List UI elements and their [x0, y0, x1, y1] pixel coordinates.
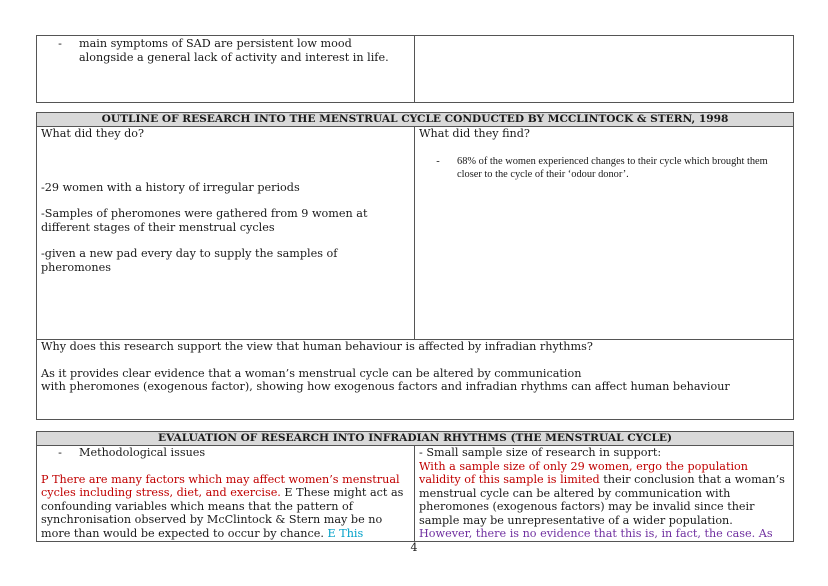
method-item-1: -29 women with a history of irregular periods	[41, 180, 300, 194]
bullet-dash: -	[58, 37, 62, 50]
what-did-they-do-question: What did they do?	[41, 127, 144, 140]
bullet-text	[79, 37, 389, 64]
method-item-2: -Samples of pheromones were gathered from 9 women at different stages of their menstrual cycles	[41, 207, 368, 234]
sample-explanation-text: their conclusion that a woman’s menstrual cycle can be altered by communication with pheromones (exogenous factors) may be invalid since their sample may be unrepresentative of a wider population.	[419, 473, 785, 527]
point-text: P There are many factors which may affect women’s menstrual cycles including stress, diet, and exercise.	[41, 472, 400, 499]
what-did-they-find-question: What did they find?	[419, 127, 530, 140]
finding-dash: -	[436, 155, 440, 167]
empty-cell	[415, 36, 794, 103]
sad-symptoms-table	[36, 35, 794, 103]
sad-symptoms-cell	[37, 36, 415, 103]
sample-point-text: With a sample size of only 29 women, ergo the population validity of this sample is limited	[419, 459, 748, 486]
research-header: OUTLINE OF RESEARCH INTO THE MENSTRUAL CYCLE CONDUCTED BY MCCLINTOCK & STERN, 1998	[37, 113, 794, 127]
sample-size-title: - Small sample size of research in support:	[419, 446, 662, 459]
why-answer-line-1: As it provides clear evidence that a woman’s menstrual cycle can be altered by communication	[41, 366, 582, 380]
method-item-3: -given a new pad every day to supply the samples of pheromones	[41, 247, 338, 274]
evaluation-header: EVALUATION OF RESEARCH INTO INFRADIAN RHYTHMS (THE MENSTRUAL CYCLE)	[37, 432, 794, 446]
why-answer-line-2: with pheromones (exogenous factor), showing how exogenous factors and infradian rhythms can affect human behaviour	[41, 380, 730, 393]
methodological-dash: -	[58, 446, 62, 459]
finding-text: 68% of the women experienced changes to their cycle which brought them closer to the cycle of their ‘odour donor’.	[457, 155, 768, 180]
why-question: Why does this research support the view that human behaviour is affected by infradian rhythms?	[41, 340, 593, 353]
evaluation-text: E This	[327, 526, 364, 540]
evaluation-table	[36, 431, 794, 542]
sample-counterpoint-text: However, there is no evidence that this is, in fact, the case. As	[419, 527, 773, 540]
sample-size-paragraph	[419, 460, 789, 528]
sample-size-cell	[415, 446, 794, 542]
what-did-they-find-cell	[415, 127, 794, 340]
why-support-cell	[37, 340, 794, 420]
methodological-issues-cell	[37, 446, 415, 542]
research-outline-table	[36, 112, 794, 420]
methodological-paragraph	[41, 473, 410, 541]
bullet-line-1: main symptoms of SAD are persistent low mood	[79, 37, 352, 50]
methodological-title: Methodological issues	[79, 446, 206, 459]
page-number: 4	[410, 541, 418, 554]
what-did-they-do-cell	[37, 127, 415, 340]
bullet-line-2: alongside a general lack of activity and interest in life.	[79, 50, 389, 64]
explanation-text: E These might act as confounding variables which means that the pattern of synchronisation observed by McClintock & Stern may be no more than would be expected to occur by chance.	[41, 486, 404, 540]
